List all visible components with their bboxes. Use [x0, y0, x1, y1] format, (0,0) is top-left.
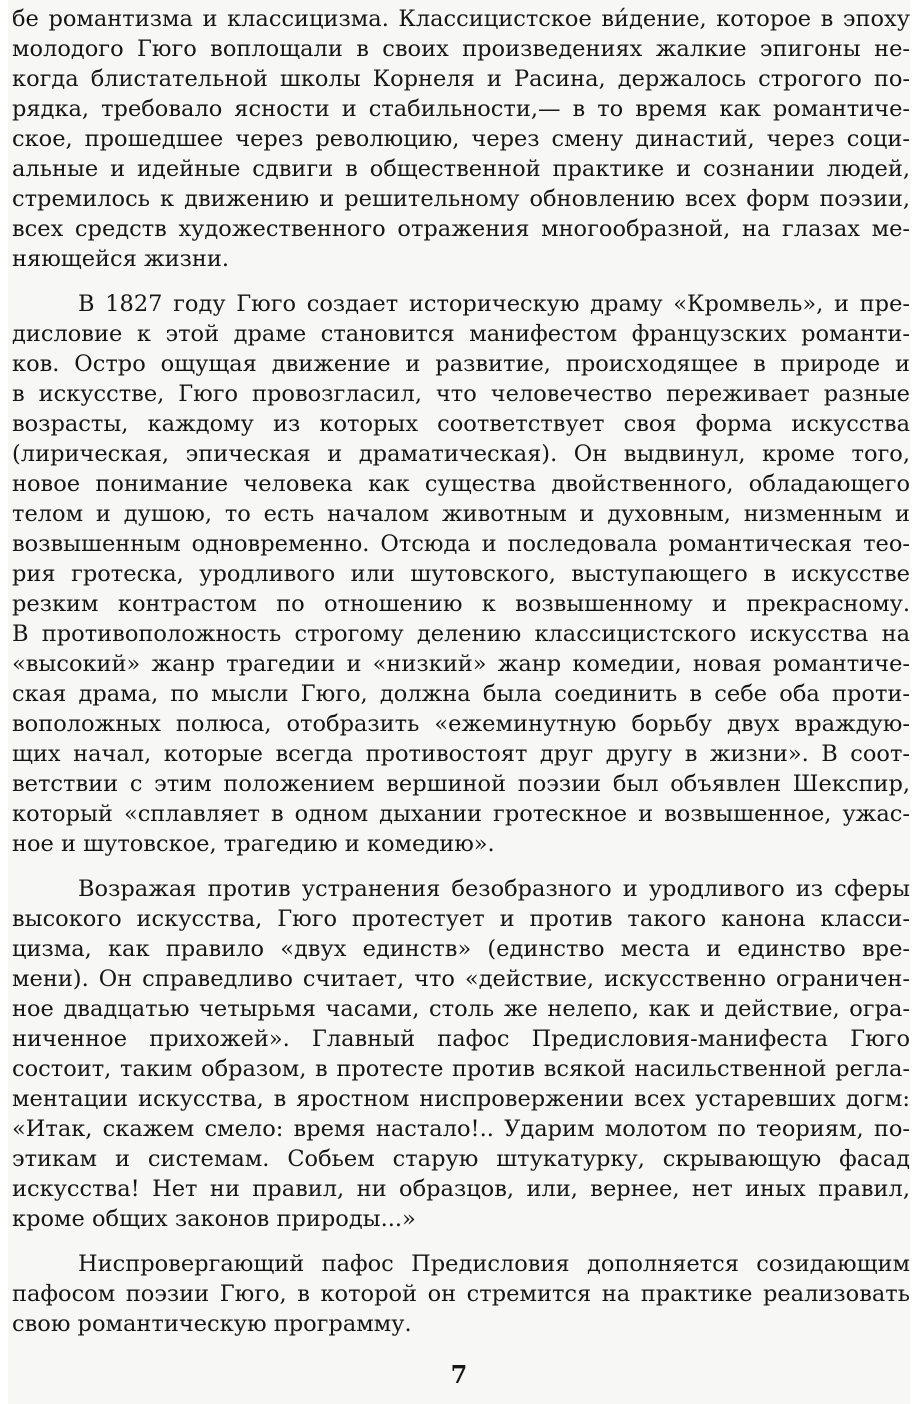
text-line: в искусстве, Гюго провозгласил, что человечество переживает разные: [12, 381, 910, 407]
text-line: резким контрастом по отношению к возвышенному и прекрасному.: [12, 591, 910, 617]
text-line: всех средств художественного отражения многообразной, на глазах ме-: [12, 216, 910, 242]
text-line: ское, прошедшее через революцию, через смену династий, через соци-: [12, 126, 910, 152]
text-line: новое понимание человека как существа двойственного, обладающего: [12, 471, 910, 497]
text-line: щих начал, которые всегда противостоят друг другу в жизни». В соот-: [12, 741, 910, 767]
text-line: пафосом поэзии Гюго, в которой он стремится на практике реализовать: [12, 1281, 910, 1307]
text-line: ное и шутовское, трагедию и комедию».: [12, 831, 495, 857]
text-line: состоит, таким образом, в протесте против всякой насильственной регла-: [12, 1056, 910, 1082]
text-line: телом и душою, то есть началом животным и духовным, низменным и: [12, 501, 910, 527]
text-line: этикам и системам. Собьем старую штукатурку, скрывающую фасад: [12, 1146, 910, 1172]
text-line: кроме общих законов природы...»: [12, 1206, 416, 1232]
text-line: ментации искусства, в яростном ниспровержении всех устаревших догм:: [12, 1086, 910, 1112]
text-line: высокого искусства, Гюго протестует и против такого канона класси-: [12, 906, 910, 932]
text-line: Возражая против устранения безобразного и уродливого из сферы: [78, 876, 910, 902]
text-line: искусства! Нет ни правил, ни образцов, или, вернее, нет иных правил,: [12, 1176, 910, 1202]
text-line: альные и идейные сдвиги в общественной практике и сознании людей,: [12, 156, 910, 182]
text-line: свою романтическую программу.: [12, 1311, 412, 1337]
page-number: 7: [450, 1360, 468, 1389]
text-line: когда блистательной школы Корнеля и Расина, держалось строгого по-: [12, 66, 910, 92]
text-line: дисловие к этой драме становится манифестом французских романти-: [12, 321, 910, 347]
text-line: воположных полюса, отобразить «ежеминутную борьбу двух враждую-: [12, 711, 910, 737]
text-line: возрасты, каждому из которых соответствует своя форма искусства: [12, 411, 910, 437]
text-line: мени). Он справедливо считает, что «действие, искусственно ограничен-: [12, 966, 910, 992]
text-line: бе романтизма и классицизма. Классицистское ви́дение, которое в эпоху: [12, 6, 910, 32]
text-line: рия гротеска, уродливого или шутовского, выступающего в искусстве: [12, 561, 910, 587]
text-line: В противоположность строгому делению классицистского искусства на: [12, 621, 910, 647]
text-line: возвышенным одновременно. Отсюда и последовала романтическая тео-: [12, 531, 910, 557]
text-line: стремилось к движению и решительному обновлению всех форм поэзии,: [12, 186, 910, 212]
text-line: цизма, как правило «двух единств» (единство места и единство вре-: [12, 936, 910, 962]
text-line: который «сплавляет в одном дыхании гротескное и возвышенное, ужас-: [12, 801, 910, 827]
text-line: В 1827 году Гюго создает историческую драму «Кромвель», и пре-: [78, 291, 910, 317]
book-page: [8, 0, 910, 1404]
text-line: (лирическая, эпическая и драматическая). Он выдвинул, кроме того,: [12, 441, 910, 467]
text-line: Ниспровергающий пафос Предисловия дополняется созидающим: [78, 1251, 910, 1277]
text-line: ное двадцатью четырьмя часами, столь же нелепо, как и действие, огра-: [12, 996, 910, 1022]
text-line: ветствии с этим положением вершиной поэзии был объявлен Шекспир,: [12, 771, 910, 797]
text-line: ков. Остро ощущая движение и развитие, происходящее в природе и: [12, 351, 910, 377]
text-line: молодого Гюго воплощали в своих произведениях жалкие эпигоны не-: [12, 36, 910, 62]
text-line: ниченное прихожей». Главный пафос Предисловия-манифеста Гюго: [12, 1026, 910, 1052]
text-line: рядка, требовало ясности и стабильности,— в то время как романтиче-: [12, 96, 910, 122]
text-line: «высокий» жанр трагедии и «низкий» жанр комедии, новая романтиче-: [12, 651, 910, 677]
text-line: «Итак, скажем смело: время настало!.. Ударим молотом по теориям, по-: [12, 1116, 910, 1142]
text-line: няющейся жизни.: [12, 246, 230, 272]
text-line: ская драма, по мысли Гюго, должна была соединить в себе оба проти-: [12, 681, 910, 707]
